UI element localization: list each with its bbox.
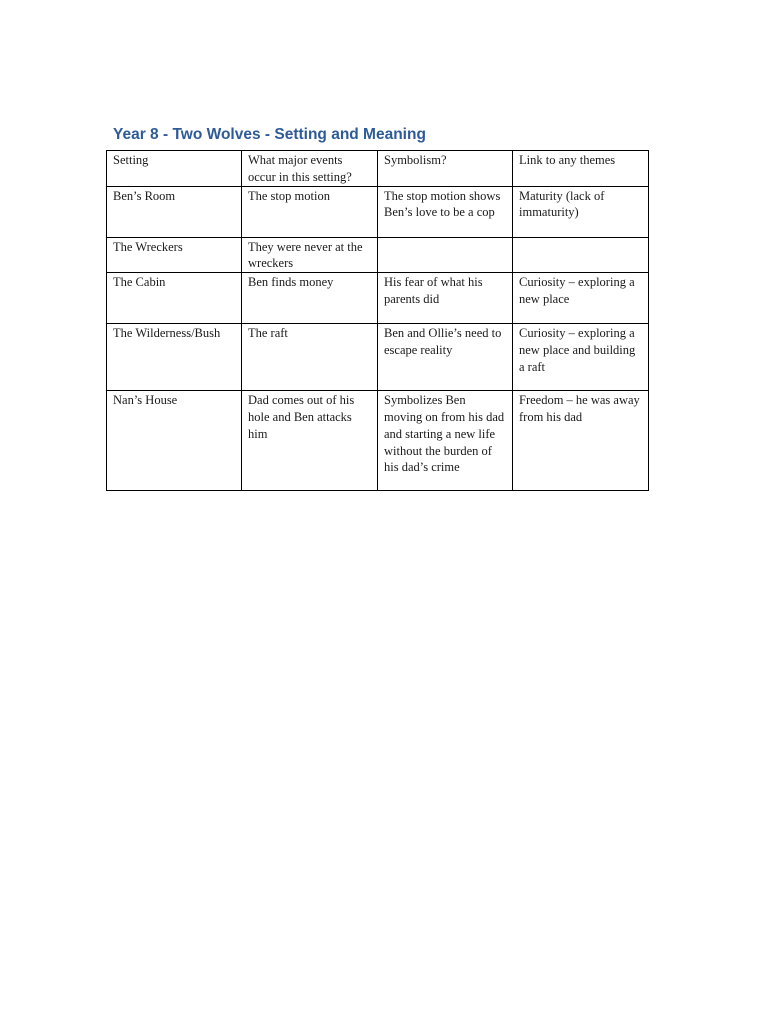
cell-setting: Ben’s Room (107, 186, 242, 237)
cell-major-events: They were never at the wreckers (242, 237, 378, 273)
cell-setting: The Cabin (107, 273, 242, 324)
table-row (107, 273, 649, 324)
cell-themes (513, 237, 649, 273)
header-themes: Link to any themes (513, 151, 649, 187)
header-setting: Setting (107, 151, 242, 187)
cell-major-events: Ben finds money (242, 273, 378, 324)
setting-meaning-table (106, 150, 649, 491)
cell-symbolism: Ben and Ollie’s need to escape reality (378, 324, 513, 391)
header-symbolism: Symbolism? (378, 151, 513, 187)
cell-major-events: The stop motion (242, 186, 378, 237)
cell-themes: Curiosity – exploring a new place (513, 273, 649, 324)
document-title: Year 8 - Two Wolves - Setting and Meaning (113, 126, 426, 143)
table-row (107, 391, 649, 491)
cell-themes: Curiosity – exploring a new place and building a raft (513, 324, 649, 391)
cell-symbolism: Symbolizes Ben moving on from his dad and starting a new life without the burden of his dad’s crime (378, 391, 513, 491)
cell-symbolism (378, 237, 513, 273)
cell-setting: The Wilderness/Bush (107, 324, 242, 391)
table-row (107, 186, 649, 237)
table-row (107, 324, 649, 391)
table-header-row (107, 151, 649, 187)
cell-setting: The Wreckers (107, 237, 242, 273)
table-row (107, 237, 649, 273)
header-major-events: What major events occur in this setting? (242, 151, 378, 187)
cell-themes: Freedom – he was away from his dad (513, 391, 649, 491)
cell-symbolism: His fear of what his parents did (378, 273, 513, 324)
cell-themes: Maturity (lack of immaturity) (513, 186, 649, 237)
cell-major-events: The raft (242, 324, 378, 391)
cell-setting: Nan’s House (107, 391, 242, 491)
cell-symbolism: The stop motion shows Ben’s love to be a cop (378, 186, 513, 237)
cell-major-events: Dad comes out of his hole and Ben attacks him (242, 391, 378, 491)
